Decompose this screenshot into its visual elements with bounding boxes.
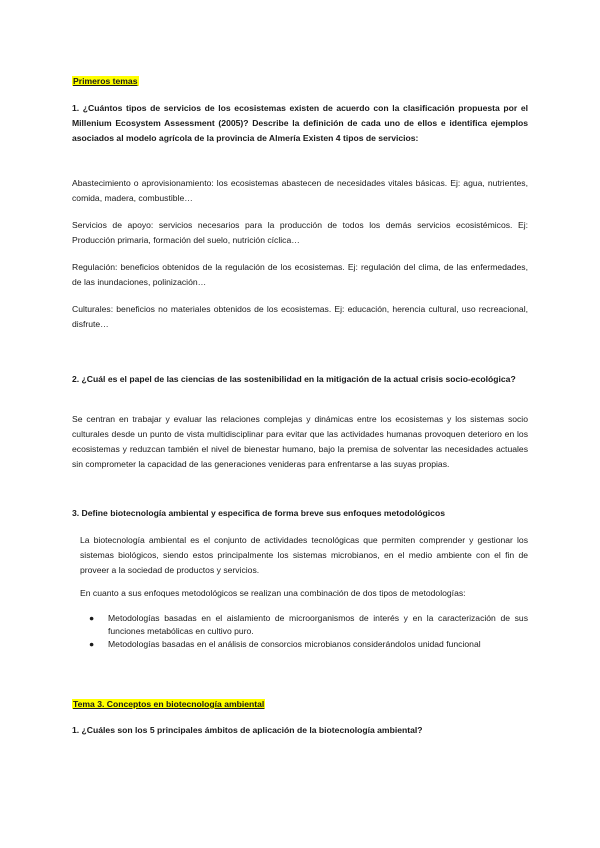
highlighted-heading: Primeros temas bbox=[73, 76, 138, 86]
answer-servicios-apoyo: Servicios de apoyo: servicios necesarios para la producción de todos los demás servicios ecosistémicos. Ej: Producción primaria, formación del suelo, nutrición cíclica… bbox=[72, 220, 528, 245]
list-item bbox=[80, 612, 528, 638]
section-heading-primeros-temas bbox=[72, 74, 528, 89]
answer-question-3-definition: La biotecnología ambiental es el conjunto de actividades tecnológicas que permiten comprender y gestionar los sistemas biológicos, siendo estos principalmente los sistemas microbianos, en el medio ambiente con el fin de proveer a la sociedad de productos y servicios. bbox=[80, 535, 528, 575]
section-heading-tema-3 bbox=[72, 697, 528, 712]
highlighted-heading: Tema 3. Conceptos en biotecnología ambiental bbox=[73, 699, 265, 709]
answer-regulacion: Regulación: beneficios obtenidos de la regulación de los ecosistemas. Ej: regulación del clima, de las enfermedades, de las inundaciones, polinización… bbox=[72, 262, 528, 287]
answer-question-2: Se centran en trabajar y evaluar las relaciones complejas y dinámicas entre los ecosistemas y los sistemas socio culturales desde un punto de vista multidisciplinar para evitar que las actividades humanas provoquen deterioro en los ecosistemas y reduzcan también el nivel de bienestar humano, bajo la premisa de solventar las necesidades actuales sin comprometer la capacidad de las generaciones venideras para enfrentarse a las suyas propias. bbox=[72, 414, 528, 469]
answer-culturales: Culturales: beneficios no materiales obtenidos de los ecosistemas. Ej: educación, herencia cultural, uso recreacional, disfrute… bbox=[72, 304, 528, 329]
list-item-text: Metodologías basadas en el aislamiento de microorganismos de interés y en la caracterización de sus funciones metabólicas en cultivo puro. bbox=[108, 613, 528, 636]
question-3: 3. Define biotecnología ambiental y especifica de forma breve sus enfoques metodológicos bbox=[72, 508, 445, 518]
bullet-icon: ● bbox=[89, 613, 95, 623]
methodology-bullet-list bbox=[80, 612, 528, 651]
answer-abastecimiento: Abastecimiento o aprovisionamiento: los ecosistemas abastecen de necesidades vitales básicas. Ej: agua, nutrientes, comida, madera, combustible… bbox=[72, 178, 528, 203]
question-2: 2. ¿Cuál es el papel de las ciencias de las sostenibilidad en la mitigación de la actual crisis socio-ecológica? bbox=[72, 374, 516, 384]
question-4: 1. ¿Cuáles son los 5 principales ámbitos de aplicación de la biotecnología ambiental? bbox=[72, 725, 423, 735]
answer-question-3-methods-intro: En cuanto a sus enfoques metodológicos se realizan una combinación de dos tipos de metodologías: bbox=[80, 588, 466, 598]
list-item bbox=[80, 638, 528, 651]
question-1: 1. ¿Cuántos tipos de servicios de los ecosistemas existen de acuerdo con la clasificación propuesta por el Millenium Ecosystem Assessment (2005)? Describe la definición de cada uno de ellos e identifica ejemplos asociados al modelo agrícola de la provincia de Almería Existen 4 tipos de servicios: bbox=[72, 103, 528, 143]
bullet-icon: ● bbox=[89, 639, 95, 649]
list-item-text: Metodologías basadas en el análisis de consorcios microbianos considerándolos unidad funcional bbox=[108, 639, 481, 649]
